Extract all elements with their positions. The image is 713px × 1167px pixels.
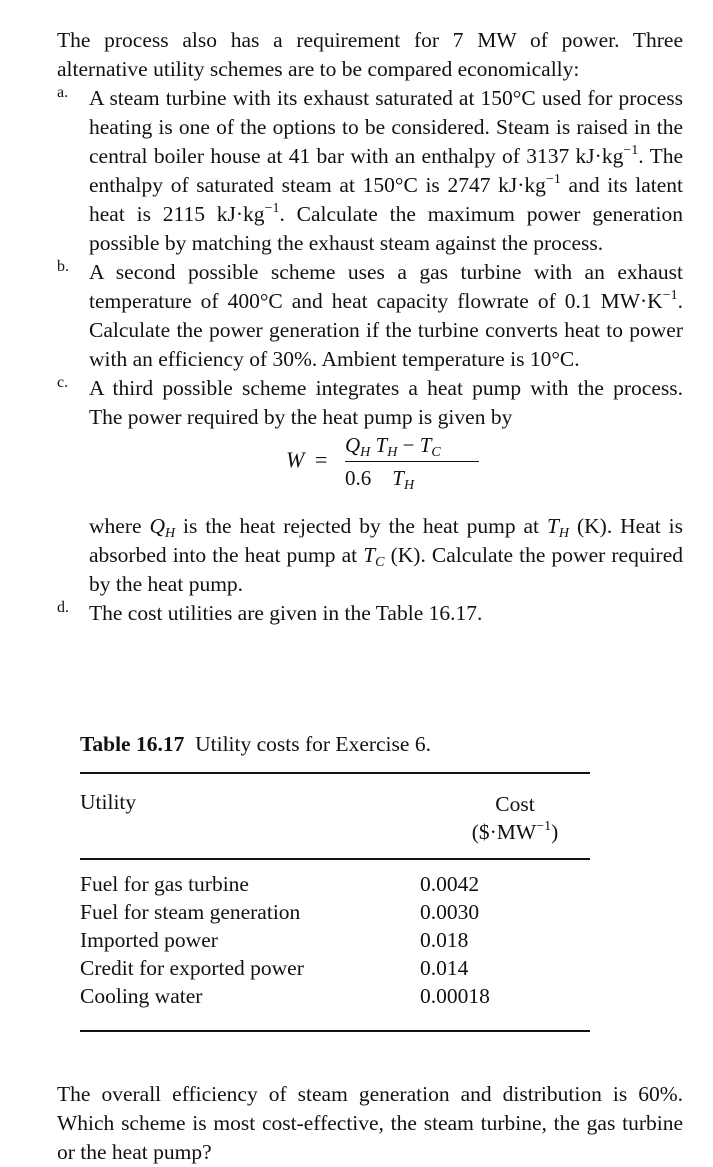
formula-equals: =	[315, 447, 328, 472]
item-c	[57, 374, 683, 432]
table-header	[80, 774, 590, 858]
item-d-label: d.	[57, 599, 69, 616]
item-a-text: A steam turbine with its exhaust saturated at 150°C used for process heating is one of the options to be considered. Steam is raised in the central boiler house at 41 bar with an enthalpy of 3137 $kJ\cdot kg^{-1}$. The enthalpy of saturated steam at 150°C is 2747 $kJ\cdot kg^{-1}$ and its latent heat is 2115 $kJ\cdot kg^{-1}$. Calculate the maximum power generation possible by matching the exhaust steam against the process.	[89, 86, 683, 255]
table-row	[80, 984, 590, 1012]
where-paragraph	[57, 512, 683, 599]
formula-numerator: $Q_H$ $T_H - T_C$	[345, 433, 441, 460]
closing-paragraph: The overall efficiency of steam generation and distribution is 60%. Which scheme is most cost-effective, the steam turbine, the gas turbine or the heat pump?	[57, 1082, 683, 1164]
closing-section	[57, 1080, 683, 1167]
table-body	[80, 860, 590, 1030]
item-a	[57, 84, 683, 258]
table-caption	[80, 730, 590, 759]
cell-utility: Imported power	[80, 927, 218, 952]
table-bottom-rule	[80, 1030, 590, 1032]
header-cost: Cost $(\$\cdot MW^{-1})$	[471, 792, 559, 844]
table-row	[80, 956, 590, 984]
exercise-text	[57, 26, 683, 628]
cell-cost: 0.00018	[420, 983, 490, 1008]
cell-cost: 0.0030	[420, 899, 480, 924]
table-row	[80, 900, 590, 928]
heat-pump-formula	[57, 432, 683, 512]
intro-paragraph: The process also has a requirement for 7 MW of power. Three alternative utility schemes are to be compared economically:	[57, 28, 683, 81]
cell-utility: Cooling water	[80, 983, 203, 1008]
fraction-bar	[345, 461, 479, 462]
where-text: where $Q_H$ is the heat rejected by the heat pump at $T_H$ (K). Heat is absorbed into the heat pump at $T_C$ (K). Calculate the power required by the heat pump.	[89, 514, 683, 596]
cell-cost: 0.014	[420, 955, 469, 980]
item-a-label: a.	[57, 84, 69, 101]
table-row	[80, 872, 590, 900]
cell-utility: Fuel for steam generation	[80, 899, 301, 924]
item-b	[57, 258, 683, 374]
item-d-text: The cost utilities are given in the Table 16.17.	[89, 601, 483, 625]
cell-utility: Fuel for gas turbine	[80, 871, 249, 896]
item-b-text: A second possible scheme uses a gas turbine with an exhaust temperature of 400°C and heat capacity flowrate of 0.1 $MW\cdot K^{-1}$. Calculate the power generation if the turbine converts heat to power with an efficiency of 30%. Ambient temperature is 10°C.	[89, 260, 683, 371]
item-b-label: b.	[57, 258, 69, 275]
formula-denominator: 0.6 $T_H$	[345, 466, 415, 494]
table-row	[80, 928, 590, 956]
item-c-label: c.	[57, 374, 69, 391]
table-caption-text: Utility costs for Exercise 6.	[195, 732, 431, 756]
table-number: Table 16.17	[80, 732, 185, 756]
item-d	[57, 599, 683, 628]
header-utility: Utility	[80, 790, 137, 814]
utility-cost-table	[80, 730, 590, 1032]
cell-utility: Credit for exported power	[80, 955, 304, 980]
cell-cost: 0.0042	[420, 871, 480, 896]
cell-cost: 0.018	[420, 927, 469, 952]
formula-lhs: W	[286, 447, 305, 472]
item-c-text: A third possible scheme integrates a heat pump with the process. The power required by the heat pump is given by	[89, 376, 683, 429]
formula-fraction	[345, 432, 479, 494]
